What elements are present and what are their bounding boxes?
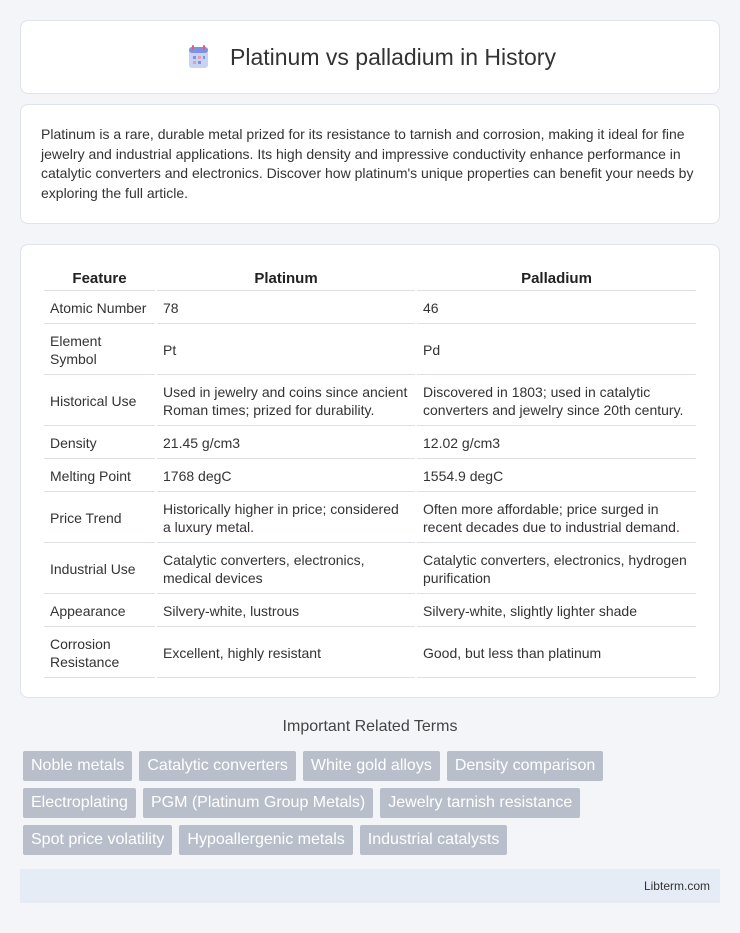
- feature-cell: Atomic Number: [44, 293, 155, 324]
- palladium-cell: Often more affordable; price surged in recent decades due to industrial demand.: [417, 494, 696, 543]
- tag-catalytic-converters[interactable]: Catalytic converters: [139, 751, 296, 781]
- calendar-notebook-icon: [184, 43, 212, 71]
- platinum-cell: Historically higher in price; considered a luxury metal.: [157, 494, 415, 543]
- tag-spot-price-volatility[interactable]: Spot price volatility: [23, 825, 172, 855]
- platinum-cell: Catalytic converters, electronics, medical devices: [157, 545, 415, 594]
- palladium-cell: Catalytic converters, electronics, hydrogen purification: [417, 545, 696, 594]
- header-palladium: Palladium: [417, 267, 696, 291]
- palladium-cell: Discovered in 1803; used in catalytic converters and jewelry since 20th century.: [417, 377, 696, 426]
- platinum-cell: Silvery-white, lustrous: [157, 596, 415, 627]
- tag-row: [23, 751, 723, 781]
- tag-hypoallergenic-metals[interactable]: Hypoallergenic metals: [179, 825, 352, 855]
- related-terms-title: Important Related Terms: [282, 718, 458, 735]
- page-title: Platinum vs palladium in History: [230, 43, 556, 70]
- tag-white-gold-alloys[interactable]: White gold alloys: [303, 751, 440, 781]
- table-row: [44, 428, 696, 459]
- table-row: [44, 293, 696, 324]
- feature-cell: Corrosion Resistance: [44, 629, 155, 678]
- footer-brand-link[interactable]: Libterm.com: [643, 879, 710, 893]
- footer: [20, 869, 720, 903]
- palladium-cell: 1554.9 degC: [417, 461, 696, 492]
- title-wrap: [184, 43, 556, 71]
- table-row: [44, 596, 696, 627]
- title-card: [20, 20, 720, 94]
- feature-cell: Melting Point: [44, 461, 155, 492]
- tag-noble-metals[interactable]: Noble metals: [23, 751, 132, 781]
- table-row: [44, 326, 696, 375]
- comparison-table: [42, 265, 698, 680]
- palladium-cell: 46: [417, 293, 696, 324]
- feature-cell: Industrial Use: [44, 545, 155, 594]
- header-platinum: Platinum: [157, 267, 415, 291]
- feature-cell: Density: [44, 428, 155, 459]
- feature-cell: Appearance: [44, 596, 155, 627]
- palladium-cell: Pd: [417, 326, 696, 375]
- header-feature: Feature: [44, 267, 155, 291]
- table-row: [44, 494, 696, 543]
- tag-electroplating[interactable]: Electroplating: [23, 788, 136, 818]
- table-row: [44, 377, 696, 426]
- table-header-row: [44, 267, 696, 291]
- platinum-cell: 78: [157, 293, 415, 324]
- palladium-cell: 12.02 g/cm3: [417, 428, 696, 459]
- feature-cell: Element Symbol: [44, 326, 155, 375]
- palladium-cell: Silvery-white, slightly lighter shade: [417, 596, 696, 627]
- platinum-cell: Used in jewelry and coins since ancient Roman times; prized for durability.: [157, 377, 415, 426]
- tag-row: [23, 788, 723, 818]
- platinum-cell: Pt: [157, 326, 415, 375]
- tag-density-comparison[interactable]: Density comparison: [447, 751, 604, 781]
- palladium-cell: Good, but less than platinum: [417, 629, 696, 678]
- platinum-cell: 21.45 g/cm3: [157, 428, 415, 459]
- platinum-cell: 1768 degC: [157, 461, 415, 492]
- table-row: [44, 629, 696, 678]
- tag-jewelry-tarnish-resistance[interactable]: Jewelry tarnish resistance: [380, 788, 580, 818]
- tag-row: [23, 825, 723, 855]
- tag-industrial-catalysts[interactable]: Industrial catalysts: [360, 825, 508, 855]
- platinum-cell: Excellent, highly resistant: [157, 629, 415, 678]
- table-row: [44, 461, 696, 492]
- related-terms-tags: [23, 751, 723, 862]
- tag-pgm[interactable]: PGM (Platinum Group Metals): [143, 788, 373, 818]
- intro-card: [20, 104, 720, 224]
- comparison-card: [20, 244, 720, 698]
- table-row: [44, 545, 696, 594]
- feature-cell: Price Trend: [44, 494, 155, 543]
- feature-cell: Historical Use: [44, 377, 155, 426]
- intro-paragraph: Platinum is a rare, durable metal prized for its resistance to tarnish and corrosion, making it ideal for fine jewelry and industrial applications. Its high density and impressive conductivity enhance performance in catalytic converters and electronics. Discover how platinum's unique properties can benefit your needs by exploring the full article.: [41, 126, 694, 201]
